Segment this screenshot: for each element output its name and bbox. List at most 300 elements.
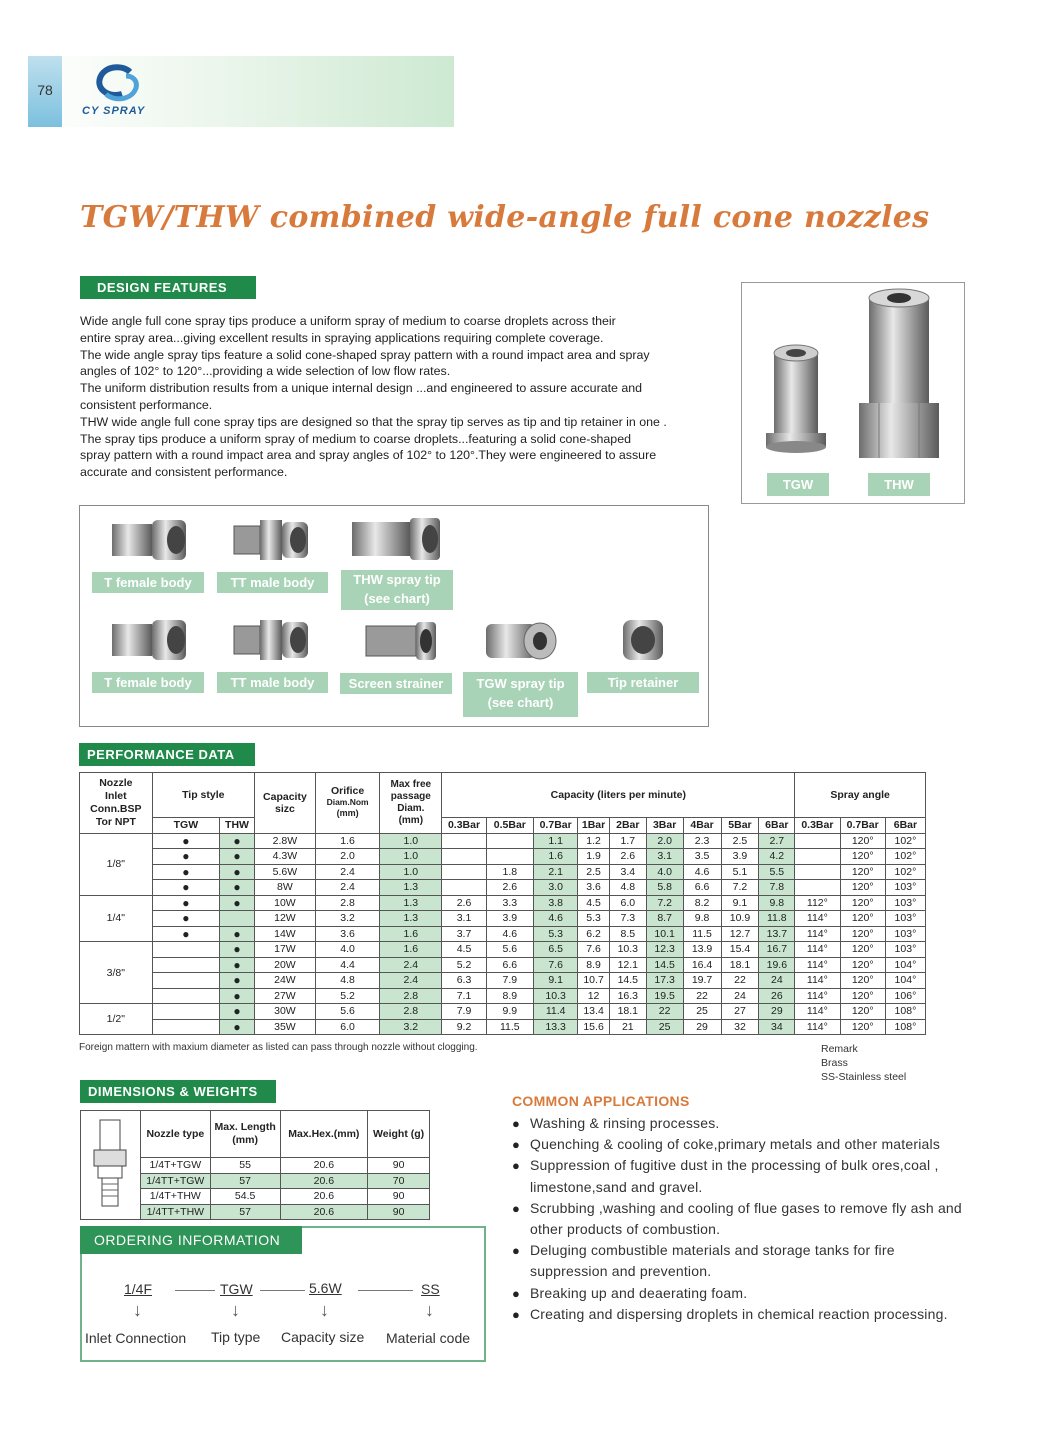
capacity-cell: 4.5 <box>442 942 486 958</box>
performance-row <box>80 880 926 896</box>
capacity-cell <box>486 833 533 849</box>
pressure-header: 0.3Bar <box>442 818 486 834</box>
angle-pressure-header: 0.7Bar <box>840 818 885 834</box>
max-free-cell: 2.8 <box>380 1004 442 1020</box>
dimensions-heading: DIMENSIONS & WEIGHTS <box>80 1080 276 1103</box>
capacity-cell: 7.2 <box>646 895 683 911</box>
dim-cell: 55 <box>210 1158 280 1174</box>
header-line: Conn.BSP <box>90 802 142 815</box>
tgw-dot-cell: ● <box>152 864 219 880</box>
capacity-cell: 11.8 <box>759 911 795 927</box>
order-code: 1/4F <box>124 1281 153 1297</box>
capacity-cell: 10.3 <box>609 942 646 958</box>
application-text: Suppression of fugitive dust in the processing of bulk ores,coal , <box>530 1157 939 1174</box>
component-label: TT male body <box>217 672 328 693</box>
capacity-cell: 9.2 <box>442 1019 486 1035</box>
tgw-dot-cell: ● <box>152 849 219 865</box>
application-text: Scrubbing ,washing and cooling of flue gases to remove fly ash and <box>530 1199 962 1216</box>
dim-cell: 20.6 <box>280 1189 368 1205</box>
spray-angle-cell: 108° <box>885 1019 925 1035</box>
t-female-body-image <box>110 616 190 664</box>
max-free-cell: 1.3 <box>380 911 442 927</box>
order-description: Material code <box>386 1330 471 1346</box>
max-free-cell: 1.6 <box>380 942 442 958</box>
order-dash <box>358 1290 413 1291</box>
t-female-body-image <box>110 516 190 564</box>
max-free-cell: 1.3 <box>380 880 442 896</box>
capacity-cell: 25 <box>646 1019 683 1035</box>
max-free-cell: 1.0 <box>380 833 442 849</box>
nozzle-type-header: Nozzle type <box>140 1111 210 1158</box>
capacity-cell: 27 <box>721 1004 759 1020</box>
design-features-heading: DESIGN FEATURES <box>80 276 256 299</box>
thw-dot-cell: ● <box>220 988 255 1004</box>
capacity-cell: 3.3 <box>486 895 533 911</box>
tgw-dot-cell: ● <box>152 833 219 849</box>
capacity-cell: 15.6 <box>578 1019 610 1035</box>
design-line: consistent performance. <box>80 397 213 412</box>
capacity-cell: 16.4 <box>683 957 721 973</box>
performance-row <box>80 833 926 849</box>
performance-row <box>80 988 926 1004</box>
capacity-cell <box>442 833 486 849</box>
capacity-cell: 8.2 <box>683 895 721 911</box>
thw-nozzle-image <box>854 288 944 463</box>
application-item <box>512 1304 1002 1325</box>
performance-row <box>80 895 926 911</box>
capacity-cell: 5.2 <box>442 957 486 973</box>
component-label: TGW spray tip <box>476 676 565 691</box>
dim-cell: 1/4T+TGW <box>140 1158 210 1174</box>
capacity-cell: 19.7 <box>683 973 721 989</box>
capacity-cell: 4.6 <box>486 926 533 942</box>
spray-angle-cell: 120° <box>840 926 885 942</box>
component-label-thw <box>341 570 453 610</box>
capacity-size-cell: 30W <box>254 1004 315 1020</box>
spray-angle-cell: 114° <box>795 926 840 942</box>
header-line: Diam. <box>397 802 425 814</box>
spray-angle-cell: 114° <box>795 973 840 989</box>
dim-cell: 20.6 <box>280 1158 368 1174</box>
spray-angle-cell: 103° <box>885 942 925 958</box>
capacity-cell: 2.6 <box>609 849 646 865</box>
capacity-cell: 16.7 <box>759 942 795 958</box>
spray-angle-cell <box>795 833 840 849</box>
orifice-cell: 6.0 <box>315 1019 379 1035</box>
capacity-cell <box>486 849 533 865</box>
capacity-cell: 13.4 <box>578 1004 610 1020</box>
tgw-nozzle-image <box>762 338 832 458</box>
design-line: The uniform distribution results from a unique internal design ...and engineered to assure accurate and <box>80 381 643 396</box>
orifice-cell: 5.2 <box>315 988 379 1004</box>
performance-table <box>79 772 926 1035</box>
thw-dot-cell: ● <box>220 1019 255 1035</box>
capacity-cell: 1.2 <box>578 833 610 849</box>
capacity-cell: 9.1 <box>534 973 578 989</box>
spray-angle-cell: 102° <box>885 833 925 849</box>
tt-male-body-image <box>232 616 312 664</box>
inlet-size-cell: 1/8" <box>80 833 153 895</box>
capacity-cell: 3.7 <box>442 926 486 942</box>
capacity-cell: 5.5 <box>759 864 795 880</box>
capacity-size-cell: 10W <box>254 895 315 911</box>
capacity-cell: 1.9 <box>578 849 610 865</box>
pressure-header: 3Bar <box>646 818 683 834</box>
application-text: Breaking up and deaerating foam. <box>530 1284 748 1301</box>
spray-angle-cell: 120° <box>840 864 885 880</box>
capacity-cell: 10.7 <box>578 973 610 989</box>
component-label-tgw <box>463 672 578 717</box>
capacity-cell: 4.6 <box>683 864 721 880</box>
dim-cell: 57 <box>210 1204 280 1220</box>
orifice-cell: 2.4 <box>315 880 379 896</box>
capacity-cell: 2.5 <box>578 864 610 880</box>
max-free-cell: 1.6 <box>380 926 442 942</box>
tgw-dot-cell: ● <box>152 926 219 942</box>
spray-angle-cell <box>795 849 840 865</box>
application-item <box>512 1240 1002 1282</box>
capacity-cell: 34 <box>759 1019 795 1035</box>
spray-angle-cell: 103° <box>885 880 925 896</box>
capacity-cell: 2.6 <box>442 895 486 911</box>
spray-angle-cell: 120° <box>840 1019 885 1035</box>
capacity-cell: 4.6 <box>534 911 578 927</box>
capacity-cell: 3.0 <box>534 880 578 896</box>
capacity-cell: 2.1 <box>534 864 578 880</box>
spray-angle-cell <box>795 880 840 896</box>
spray-angle-cell: 120° <box>840 849 885 865</box>
tgw-dot-cell <box>152 988 219 1004</box>
capacity-cell: 3.9 <box>486 911 533 927</box>
component-label: T female body <box>92 672 204 693</box>
design-line: angles of 102° to 120°...providing a wide selection of low flow rates. <box>80 364 451 379</box>
capacity-size-cell: 12W <box>254 911 315 927</box>
dimensions-table <box>80 1110 430 1220</box>
design-line: accurate and consistent performance. <box>80 465 288 480</box>
design-line: spray pattern with a round impact area and spray angles of 102° to 120°.They were engineered to assure <box>80 448 657 463</box>
max-free-cell: 1.0 <box>380 849 442 865</box>
capacity-cell: 8.9 <box>486 988 533 1004</box>
spray-angle-cell: 114° <box>795 911 840 927</box>
tgw-dot-cell <box>152 1019 219 1035</box>
design-line: The wide angle spray tips feature a solid cone-shaped spray pattern with a round impact area and spray <box>80 347 650 362</box>
capacity-size-cell: 5.6W <box>254 864 315 880</box>
capacity-cell: 7.3 <box>609 911 646 927</box>
capacity-cell: 9.1 <box>721 895 759 911</box>
page-title: TGW/THW combined wide-angle full cone nozzles <box>80 200 930 235</box>
nozzle-assembly-diagram <box>88 1118 132 1210</box>
spray-angle-cell: 104° <box>885 973 925 989</box>
performance-row <box>80 864 926 880</box>
capacity-cell: 13.7 <box>759 926 795 942</box>
thw-dot-cell: ● <box>220 895 255 911</box>
orifice-cell: 2.0 <box>315 849 379 865</box>
product-photo-box <box>741 282 965 504</box>
pressure-header: 5Bar <box>721 818 759 834</box>
spray-angle-cell: 114° <box>795 988 840 1004</box>
spray-angle-cell: 120° <box>840 833 885 849</box>
header-line: Capacity <box>263 790 307 803</box>
capacity-size-cell: 27W <box>254 988 315 1004</box>
header-line: sizc <box>274 802 295 815</box>
spray-angle-cell: 104° <box>885 957 925 973</box>
capacity-cell: 12.7 <box>721 926 759 942</box>
capacity-cell: 7.8 <box>759 880 795 896</box>
pressure-header: 2Bar <box>609 818 646 834</box>
max-free-cell: 2.4 <box>380 973 442 989</box>
capacity-cell: 5.8 <box>646 880 683 896</box>
dim-cell: 20.6 <box>280 1204 368 1220</box>
capacity-cell: 7.2 <box>721 880 759 896</box>
remark <box>821 1042 906 1084</box>
dim-cell: 90 <box>368 1158 430 1174</box>
capacity-size-cell: 4.3W <box>254 849 315 865</box>
orifice-cell: 3.2 <box>315 911 379 927</box>
capacity-cell: 13.9 <box>683 942 721 958</box>
orifice-cell: 1.6 <box>315 833 379 849</box>
spray-angle-cell: 114° <box>795 1019 840 1035</box>
performance-table-body <box>80 833 926 1035</box>
nozzle-diagram-cell <box>81 1111 141 1220</box>
order-code: TGW <box>220 1281 253 1297</box>
header-line: Tor NPT <box>95 815 136 828</box>
capacity-cell: 2.5 <box>721 833 759 849</box>
down-arrow-icon: ↓ <box>320 1300 329 1320</box>
capacity-cell: 6.5 <box>534 942 578 958</box>
capacity-cell: 24 <box>721 988 759 1004</box>
capacity-cell: 11.4 <box>534 1004 578 1020</box>
capacity-cell: 21 <box>609 1019 646 1035</box>
capacity-cell: 1.6 <box>534 849 578 865</box>
header-line: Max. Length <box>214 1121 276 1133</box>
capacity-cell: 7.9 <box>442 1004 486 1020</box>
down-arrow-icon: ↓ <box>231 1300 240 1320</box>
thw-dot-cell: ● <box>220 973 255 989</box>
order-code: SS <box>421 1281 440 1297</box>
tgw-dot-cell: ● <box>152 880 219 896</box>
spray-angle-cell: 103° <box>885 895 925 911</box>
tip-style-header: Tip style <box>152 773 254 818</box>
capacity-cell: 1.7 <box>609 833 646 849</box>
capacity-cell: 4.2 <box>759 849 795 865</box>
capacity-cell: 4.8 <box>609 880 646 896</box>
performance-row <box>80 911 926 927</box>
spray-angle-cell: 103° <box>885 911 925 927</box>
capacity-cell: 17.3 <box>646 973 683 989</box>
capacity-cell: 10.9 <box>721 911 759 927</box>
order-description: Tip type <box>211 1329 261 1345</box>
capacity-cell: 3.9 <box>721 849 759 865</box>
application-item <box>512 1198 1002 1240</box>
spray-angle-cell <box>795 864 840 880</box>
dim-cell: 57 <box>210 1173 280 1189</box>
capacity-cell <box>442 849 486 865</box>
capacity-cell: 19.5 <box>646 988 683 1004</box>
angle-pressure-header: 6Bar <box>885 818 925 834</box>
thw-dot-cell: ● <box>220 833 255 849</box>
header-line: passage <box>390 790 431 802</box>
capacity-cell: 22 <box>683 988 721 1004</box>
dim-cell: 90 <box>368 1189 430 1205</box>
capacity-cell: 10.3 <box>534 988 578 1004</box>
capacity-cell: 18.1 <box>721 957 759 973</box>
remark-line: SS-Stainless steel <box>821 1071 907 1083</box>
spray-angle-cell: 120° <box>840 1004 885 1020</box>
application-item <box>512 1134 1002 1155</box>
capacity-cell: 8.9 <box>578 957 610 973</box>
inlet-header <box>80 773 153 834</box>
max-hex-header: Max.Hex.(mm) <box>280 1111 368 1158</box>
thw-dot-cell: ● <box>220 880 255 896</box>
thw-spray-tip-image <box>350 514 445 564</box>
header-line: Orifice <box>330 785 365 798</box>
capacity-cell: 11.5 <box>486 1019 533 1035</box>
capacity-cell: 12.3 <box>646 942 683 958</box>
capacity-cell: 3.8 <box>534 895 578 911</box>
capacity-cell: 22 <box>646 1004 683 1020</box>
angle-pressure-header: 0.3Bar <box>795 818 840 834</box>
thw-dot-cell: ● <box>220 957 255 973</box>
orifice-cell: 4.4 <box>315 957 379 973</box>
pressure-header: 0.5Bar <box>486 818 533 834</box>
inlet-size-cell: 1/2" <box>80 1004 153 1035</box>
inlet-size-cell: 3/8" <box>80 942 153 1004</box>
tgw-spray-tip-image <box>482 618 562 664</box>
component-label: (see chart) <box>487 695 554 710</box>
spray-angle-cell: 120° <box>840 957 885 973</box>
capacity-size-cell: 8W <box>254 880 315 896</box>
header-line: (mm) <box>232 1134 258 1146</box>
capacity-cell: 12 <box>578 988 610 1004</box>
capacity-cell <box>442 880 486 896</box>
capacity-cell: 3.6 <box>578 880 610 896</box>
capacity-cell: 5.6 <box>486 942 533 958</box>
application-item <box>512 1283 1002 1304</box>
application-text: Washing & rinsing processes. <box>530 1115 720 1131</box>
dim-cell: 1/4T+THW <box>140 1189 210 1205</box>
tgw-dot-cell: ● <box>152 911 219 927</box>
ordering-heading: ORDERING INFORMATION <box>80 1226 302 1254</box>
header-line: Nozzle <box>99 776 133 789</box>
component-label: (see chart) <box>364 591 430 606</box>
header-line: Inlet <box>105 789 127 802</box>
capacity-cell: 8.5 <box>609 926 646 942</box>
capacity-cell: 13.3 <box>534 1019 578 1035</box>
capacity-cell: 12.1 <box>609 957 646 973</box>
tt-male-body-image <box>232 516 312 564</box>
component-label: T female body <box>92 572 204 593</box>
capacity-cell: 7.6 <box>578 942 610 958</box>
components-box <box>79 505 709 727</box>
application-text: suppression and prevention. <box>530 1263 712 1280</box>
component-label: Tip retainer <box>587 672 699 693</box>
capacity-cell: 15.4 <box>721 942 759 958</box>
performance-row <box>80 957 926 973</box>
application-text: Quenching & cooling of coke,primary metals and other materials <box>530 1136 941 1153</box>
capacity-cell: 2.3 <box>683 833 721 849</box>
spray-angle-cell: 120° <box>840 911 885 927</box>
capacity-size-cell: 35W <box>254 1019 315 1035</box>
application-text: Deluging combustible materials and storage tanks for fire <box>530 1242 895 1259</box>
tgw-dot-cell <box>152 1004 219 1020</box>
max-free-cell: 2.4 <box>380 957 442 973</box>
pressure-header: 1Bar <box>578 818 610 834</box>
capacity-cell: 4.0 <box>646 864 683 880</box>
spray-angle-cell: 108° <box>885 1004 925 1020</box>
performance-footnote: Foreign mattern with maxium diameter as listed can pass through nozzle without clogging. <box>79 1042 478 1053</box>
capacity-cell: 9.9 <box>486 1004 533 1020</box>
down-arrow-icon: ↓ <box>425 1300 434 1320</box>
thw-header: THW <box>220 818 255 834</box>
spray-angle-cell: 103° <box>885 926 925 942</box>
capacity-cell: 6.0 <box>609 895 646 911</box>
capacity-cell: 5.3 <box>578 911 610 927</box>
capacity-cell: 16.3 <box>609 988 646 1004</box>
capacity-cell: 2.7 <box>759 833 795 849</box>
order-code: 5.6W <box>309 1280 342 1296</box>
component-label: TT male body <box>217 572 328 593</box>
remark-line: Brass <box>821 1057 848 1069</box>
capacity-cell: 25 <box>683 1004 721 1020</box>
capacity-cell: 6.2 <box>578 926 610 942</box>
orifice-cell: 3.6 <box>315 926 379 942</box>
performance-row <box>80 926 926 942</box>
down-arrow-icon: ↓ <box>133 1300 142 1320</box>
spray-angle-cell: 114° <box>795 957 840 973</box>
applications-list <box>512 1113 1002 1325</box>
thw-dot-cell: ● <box>220 926 255 942</box>
performance-row <box>80 1019 926 1035</box>
capacity-cell: 4.5 <box>578 895 610 911</box>
tgw-dot-cell <box>152 973 219 989</box>
capacity-cell: 1.8 <box>486 864 533 880</box>
design-line: The spray tips produce a uniform spray of medium to coarse droplets...featuring a solid cone-shaped <box>80 431 631 446</box>
spray-angle-cell: 112° <box>795 895 840 911</box>
spray-angle-cell: 120° <box>840 895 885 911</box>
capacity-cell: 26 <box>759 988 795 1004</box>
order-dash <box>260 1290 305 1291</box>
capacity-cell: 6.6 <box>486 957 533 973</box>
screen-strainer-image <box>362 618 442 664</box>
capacity-cell: 14.5 <box>646 957 683 973</box>
capacity-cell: 8.7 <box>646 911 683 927</box>
capacity-cell: 6.6 <box>683 880 721 896</box>
tgw-photo-tag: TGW <box>767 473 829 496</box>
tip-retainer-image <box>615 614 675 666</box>
capacity-size-cell: 14W <box>254 926 315 942</box>
capacity-cell: 2.6 <box>486 880 533 896</box>
capacity-cell: 24 <box>759 973 795 989</box>
capacity-cell: 7.6 <box>534 957 578 973</box>
capacity-cell: 7.1 <box>442 988 486 1004</box>
orifice-cell: 2.8 <box>315 895 379 911</box>
design-line: THW wide angle full cone spray tips are designed so that the spray tip serves as tip and tip retainer in one . <box>80 414 667 429</box>
orifice-header <box>315 773 379 834</box>
application-text: limestone,sand and gravel. <box>530 1178 703 1195</box>
spray-angle-cell: 102° <box>885 864 925 880</box>
weight-header: Weight (g) <box>368 1111 430 1158</box>
thw-dot-cell: ● <box>220 849 255 865</box>
capacity-cell: 3.4 <box>609 864 646 880</box>
performance-row <box>80 942 926 958</box>
application-item <box>512 1113 1002 1134</box>
design-features-text <box>80 313 720 481</box>
orifice-cell: 5.6 <box>315 1004 379 1020</box>
tgw-dot-cell: ● <box>152 895 219 911</box>
capacity-cell: 3.1 <box>442 911 486 927</box>
capacity-cell: 6.3 <box>442 973 486 989</box>
order-description: Capacity size <box>281 1329 365 1345</box>
